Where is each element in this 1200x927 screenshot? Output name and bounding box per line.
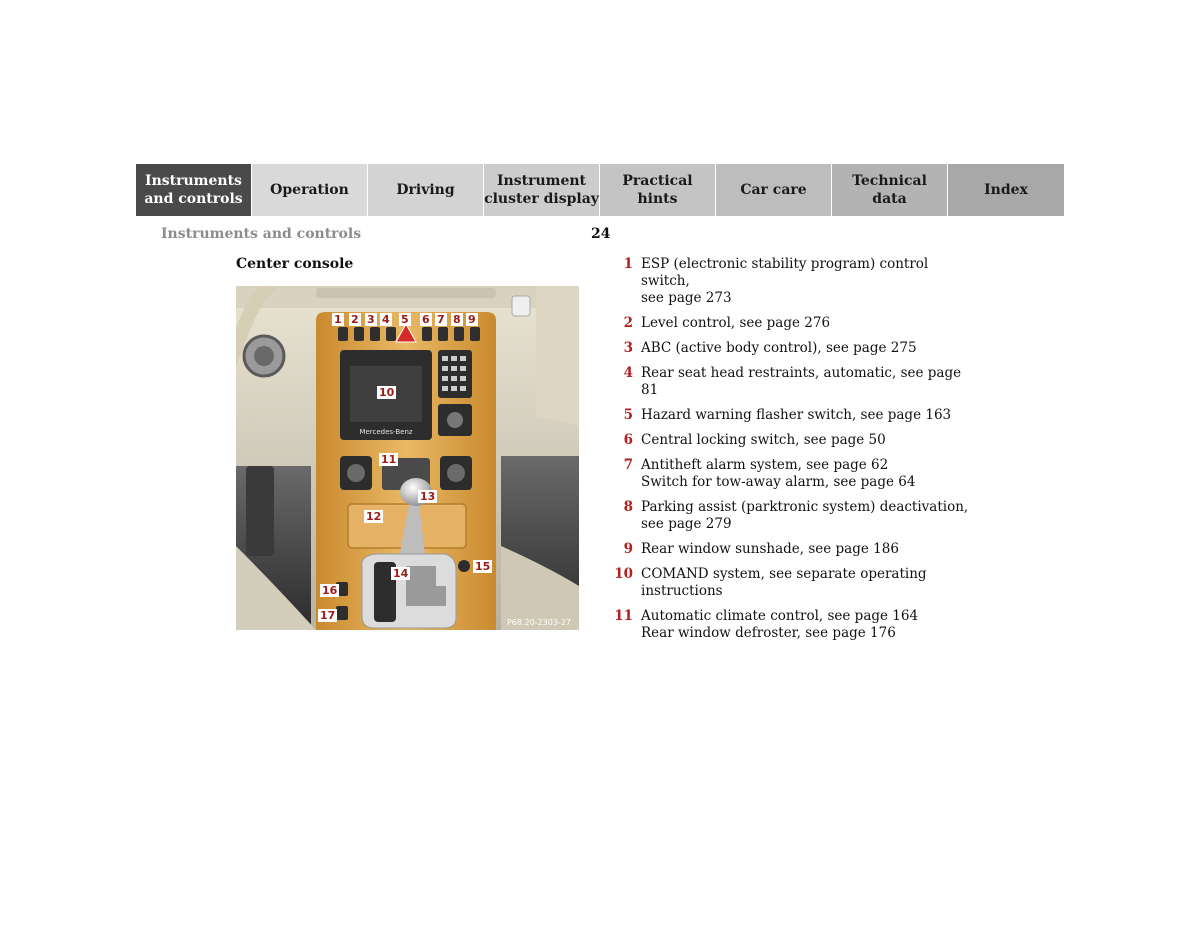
callout-4: 4	[382, 313, 390, 326]
center-console-figure	[236, 286, 579, 630]
callout-11: 11	[381, 453, 397, 466]
callout-3: 3	[367, 313, 375, 326]
callout-16: 16	[322, 584, 338, 597]
legend-text: Parking assist (parktronic system) deactivation, see page 279	[641, 499, 969, 532]
legend-number: 3	[623, 340, 633, 356]
legend-number: 6	[623, 432, 633, 448]
legend-text: COMAND system, see separate operating instructions	[641, 566, 927, 599]
callout-12: 12	[366, 510, 382, 523]
callout-13: 13	[420, 490, 436, 503]
legend-number: 10	[614, 566, 633, 582]
tab-technical-data[interactable]: Technical data	[832, 164, 948, 216]
tab-car-care[interactable]: Car care	[716, 164, 832, 216]
legend-text: Central locking switch, see page 50	[641, 432, 886, 448]
legend-item	[612, 432, 972, 449]
legend-number: 9	[623, 541, 633, 557]
callout-10: 10	[379, 386, 395, 399]
callout-15: 15	[475, 560, 491, 573]
legend-item	[612, 608, 972, 642]
legend-item	[612, 407, 972, 424]
page-number: 24	[591, 226, 611, 242]
tab-instruments-and-controls[interactable]: Instruments and controls	[136, 164, 252, 216]
callout-1: 1	[334, 313, 342, 326]
legend-number: 7	[623, 457, 633, 473]
legend-text: ABC (active body control), see page 275	[641, 340, 917, 356]
callout-17: 17	[320, 609, 336, 622]
legend-number: 2	[623, 315, 633, 331]
callout-2: 2	[351, 313, 359, 326]
legend-list	[612, 256, 972, 650]
legend-text: Rear window sunshade, see page 186	[641, 541, 899, 557]
legend-text: Rear seat head restraints, automatic, see page 81	[641, 365, 962, 398]
callout-6: 6	[422, 313, 430, 326]
legend-text: Antitheft alarm system, see page 62 Switch for tow-away alarm, see page 64	[641, 457, 916, 490]
legend-item	[612, 566, 972, 600]
tab-practical-hints[interactable]: Practical hints	[600, 164, 716, 216]
legend-number: 5	[623, 407, 633, 423]
legend-item	[612, 315, 972, 332]
legend-number: 4	[623, 365, 633, 381]
legend-item	[612, 457, 972, 491]
section-title: Instruments and controls	[161, 226, 362, 242]
legend-text: ESP (electronic stability program) control switch, see page 273	[641, 256, 929, 306]
tab-operation[interactable]: Operation	[252, 164, 368, 216]
figure-code: P68.20-2303-27	[506, 618, 571, 627]
legend-text: Hazard warning flasher switch, see page 163	[641, 407, 952, 423]
legend-item	[612, 499, 972, 533]
page-heading: Center console	[236, 256, 354, 272]
callout-8: 8	[453, 313, 461, 326]
legend-item	[612, 365, 972, 399]
legend-item	[612, 256, 972, 307]
legend-number: 1	[623, 256, 633, 272]
callout-7: 7	[437, 313, 445, 326]
legend-number: 8	[623, 499, 633, 515]
legend-number: 11	[614, 608, 633, 624]
tab-instrument-cluster-display[interactable]: Instrument cluster display	[484, 164, 600, 216]
legend-item	[612, 541, 972, 558]
callout-14: 14	[393, 567, 409, 580]
tab-index[interactable]: Index	[948, 164, 1064, 216]
legend-text: Automatic climate control, see page 164 Rear window defroster, see page 176	[641, 608, 919, 641]
legend-text: Level control, see page 276	[641, 315, 831, 331]
callout-5: 5	[401, 313, 409, 326]
chapter-tabs	[136, 164, 1064, 216]
legend-item	[612, 340, 972, 357]
brand-label: Mercedes-Benz	[359, 428, 413, 436]
tab-driving[interactable]: Driving	[368, 164, 484, 216]
callout-9: 9	[468, 313, 476, 326]
